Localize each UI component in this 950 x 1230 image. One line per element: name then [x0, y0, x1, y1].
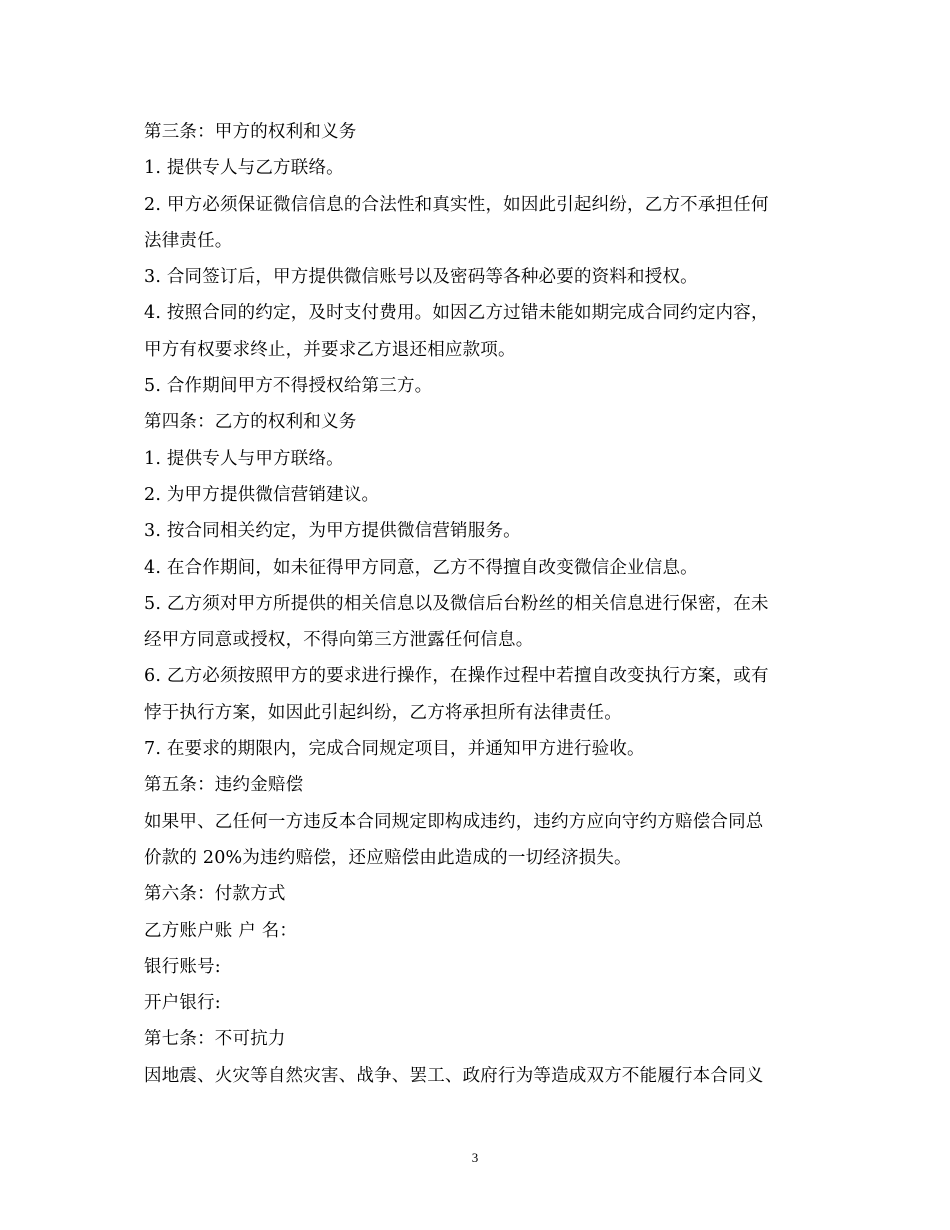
paragraph-line: 经甲方同意或授权，不得向第三方泄露任何信息。	[144, 630, 534, 651]
section-heading-article-6: 第六条：付款方式	[144, 884, 286, 905]
opening-bank-field: 开户银行:	[144, 993, 221, 1014]
paragraph-line: 3. 合同签订后，甲方提供微信账号以及密码等各种必要的资料和授权。	[144, 267, 698, 288]
paragraph-line: 价款的 20%为违约赔偿，还应赔偿由此造成的一切经济损失。	[144, 847, 632, 868]
paragraph-line: 甲方有权要求终止，并要求乙方退还相应款项。	[144, 339, 516, 360]
page-number: 3	[471, 1150, 479, 1165]
paragraph-line: 法律责任。	[144, 230, 233, 251]
paragraph-line: 1. 提供专人与乙方联络。	[144, 158, 344, 179]
section-heading-article-4: 第四条：乙方的权利和义务	[144, 412, 357, 433]
section-heading-article-7: 第七条：不可抗力	[144, 1029, 286, 1050]
paragraph-line: 1. 提供专人与甲方联络。	[144, 448, 344, 469]
bank-account-field: 银行账号:	[144, 956, 221, 977]
paragraph-line: 6. 乙方必须按照甲方的要求进行操作，在操作过程中若擅自改变执行方案，或有	[144, 666, 769, 687]
paragraph-line: 如果甲、乙任何一方违反本合同规定即构成违约，违约方应向守约方赔偿合同总	[144, 811, 764, 832]
paragraph-line: 2. 为甲方提供微信营销建议。	[144, 484, 380, 505]
paragraph-line: 2. 甲方必须保证微信信息的合法性和真实性，如因此引起纠纷，乙方不承担任何	[144, 194, 769, 215]
section-heading-article-5: 第五条：违约金赔偿	[144, 775, 304, 796]
section-heading-article-3: 第三条：甲方的权利和义务	[144, 122, 357, 142]
paragraph-line: 7. 在要求的期限内，完成合同规定项目，并通知甲方进行验收。	[144, 739, 645, 760]
paragraph-line: 悖于执行方案，如因此引起纠纷，乙方将承担所有法律责任。	[144, 702, 622, 723]
paragraph-line: 5. 合作期间甲方不得授权给第三方。	[144, 376, 433, 397]
paragraph-line: 3. 按合同相关约定，为甲方提供微信营销服务。	[144, 521, 521, 542]
paragraph-line: 因地震、火灾等自然灾害、战争、罢工、政府行为等造成双方不能履行本合同义	[144, 1065, 764, 1086]
document-body	[144, 114, 812, 1094]
paragraph-line: 4. 在合作期间，如未征得甲方同意，乙方不得擅自改变微信企业信息。	[144, 557, 698, 578]
paragraph-line: 4. 按照合同的约定，及时支付费用。如因乙方过错未能如期完成合同约定内容，	[144, 303, 769, 324]
paragraph-line: 5. 乙方须对甲方所提供的相关信息以及微信后台粉丝的相关信息进行保密，在未	[144, 593, 769, 614]
account-name-field: 乙方账户账 户 名：	[144, 920, 298, 941]
